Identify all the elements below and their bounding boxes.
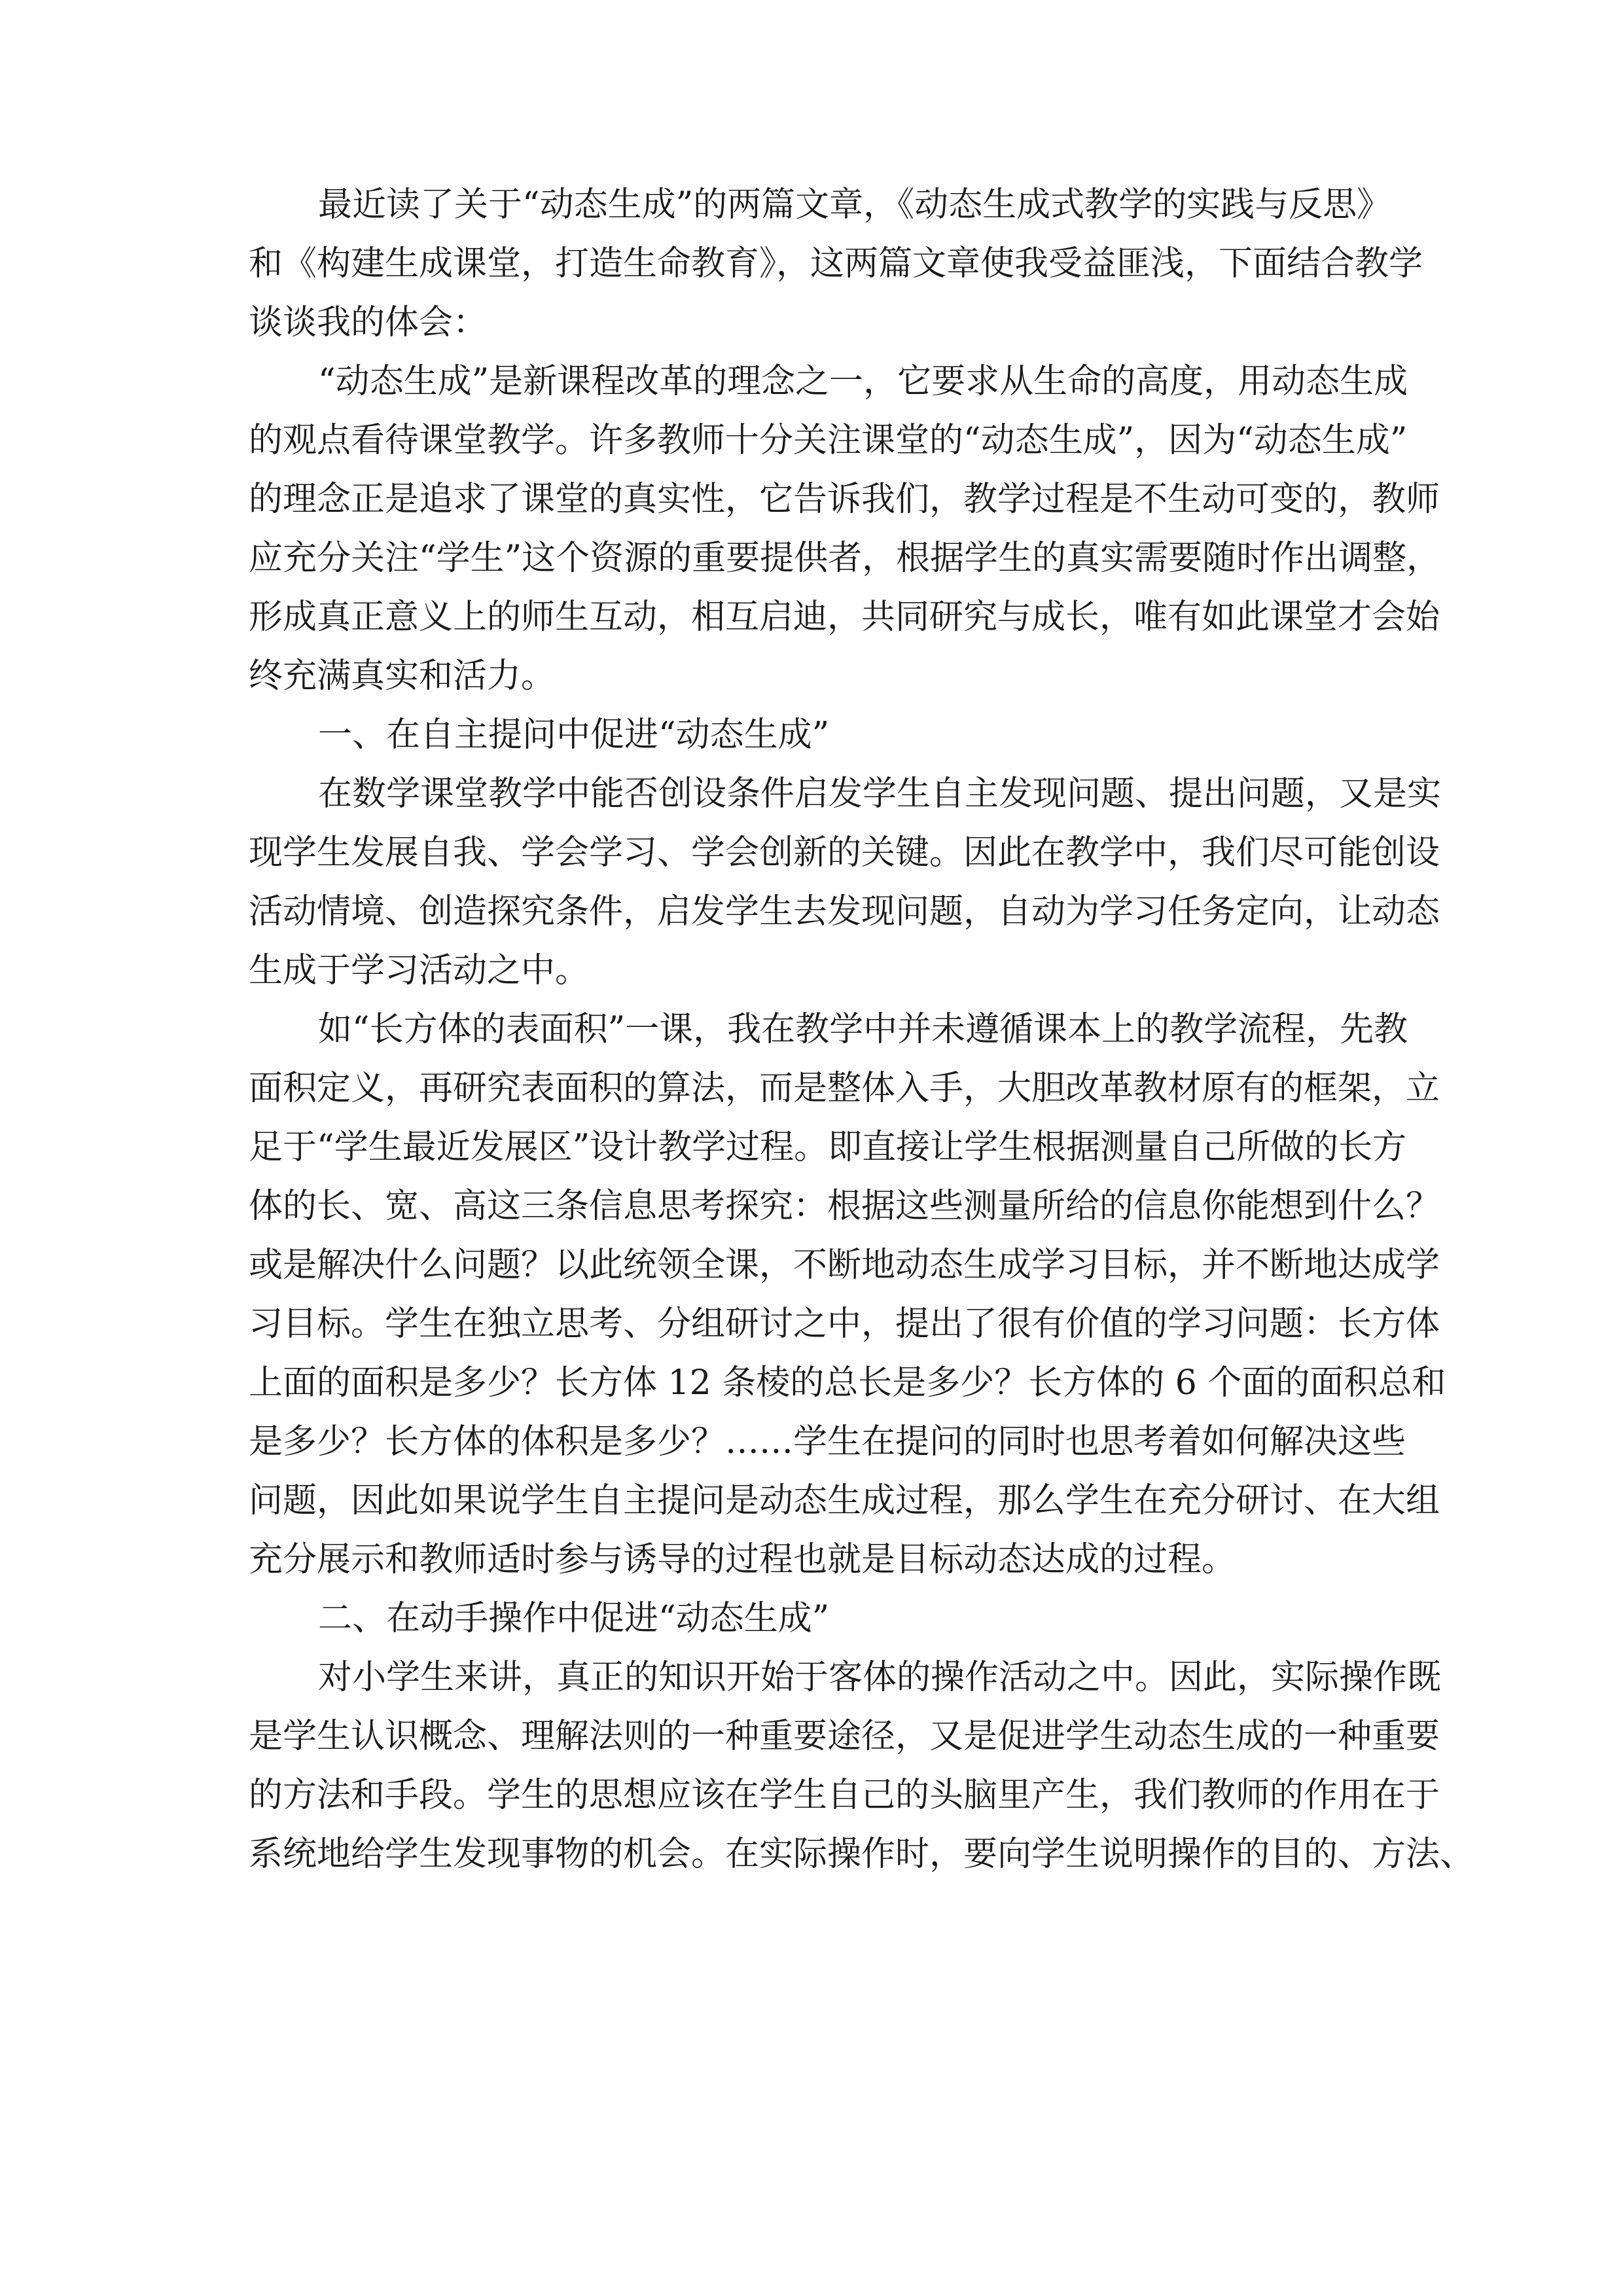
section-heading-1: 一、在自主提问中促进“动态生成”: [318, 715, 830, 755]
section-heading-2: 二、在动手操作中促进“动态生成”: [318, 1599, 830, 1638]
paragraph-1-line-2: 和《构建生成课堂，打造生命教育》，这两篇文章使我受益匪浅，下面结合教学: [249, 244, 1423, 283]
paragraph-2-line-3: 的理念正是追求了课堂的真实性，它告诉我们，教学过程是不生动可变的，教师: [249, 480, 1440, 519]
paragraph-4-line-7: 上面的面积是多少？长方体 12 条棱的总长是多少？长方体的 6 个面的面积总和: [249, 1363, 1446, 1403]
paragraph-5-line-2: 是学生认识概念、理解法则的一种重要途径，又是促进学生动态生成的一种重要: [249, 1717, 1440, 1756]
paragraph-2-line-6: 终充满真实和活力。: [249, 656, 556, 696]
paragraph-4-line-5: 或是解决什么问题？以此统领全课，不断地动态生成学习目标，并不断地达成学: [249, 1246, 1440, 1285]
paragraph-3-line-4: 生成于学习活动之中。: [249, 951, 590, 990]
paragraph-4-line-9: 问题，因此如果说学生自主提问是动态生成过程，那么学生在充分研讨、在大组: [249, 1481, 1440, 1520]
paragraph-4-line-1: 如“长方体的表面积”一课，我在教学中并未遵循课本上的教学流程，先教: [318, 1010, 1408, 1049]
paragraph-3-line-3: 活动情境、创造探究条件，启发学生去发现问题，自动为学习任务定向，让动态: [249, 892, 1440, 931]
paragraph-1-line-3: 谈谈我的体会：: [249, 303, 488, 342]
paragraph-1-line-1: 最近读了关于“动态生成”的两篇文章，《动态生成式教学的实践与反思》: [318, 185, 1391, 224]
paragraph-3-line-2: 现学生发展自我、学会学习、学会创新的关键。因此在教学中，我们尽可能创设: [249, 833, 1440, 872]
paragraph-2-line-4: 应充分关注“学生”这个资源的重要提供者，根据学生的真实需要随时作出调整，: [249, 539, 1441, 578]
paragraph-4-line-4: 体的长、宽、高这三条信息思考探究：根据这些测量所给的信息你能想到什么？: [249, 1187, 1440, 1226]
paragraph-2-line-2: 的观点看待课堂教学。许多教师十分关注课堂的“动态生成”，因为“动态生成”: [249, 421, 1408, 460]
paragraph-4-line-3: 足于“学生最近发展区”设计教学过程。即直接让学生根据测量自己所做的长方: [249, 1128, 1407, 1167]
paragraph-2-line-5: 形成真正意义上的师生互动，相互启迪，共同研究与成长，唯有如此课堂才会始: [249, 598, 1440, 637]
paragraph-3-line-1: 在数学课堂教学中能否创设条件启发学生自主发现问题、提出问题，又是实: [318, 774, 1442, 814]
paragraph-4-line-6: 习目标。学生在独立思考、分组研讨之中，提出了很有价值的学习问题：长方体: [249, 1304, 1440, 1344]
document-body: [249, 175, 1474, 1884]
paragraph-5-line-3: 的方法和手段。学生的思想应该在学生自己的头脑里产生，我们教师的作用在于: [249, 1776, 1440, 1815]
paragraph-2-line-1: “动态生成”是新课程改革的理念之一，它要求从生命的高度，用动态生成: [318, 362, 1408, 401]
paragraph-5-line-4: 系统地给学生发现事物的机会。在实际操作时，要向学生说明操作的目的、方法、: [249, 1835, 1474, 1874]
paragraph-4-line-10: 充分展示和教师适时参与诱导的过程也就是目标动态达成的过程。: [249, 1540, 1236, 1579]
paragraph-5-line-1: 对小学生来讲，真正的知识开始于客体的操作活动之中。因此，实际操作既: [318, 1658, 1442, 1697]
paragraph-4-line-8: 是多少？长方体的体积是多少？……学生在提问的同时也思考着如何解决这些: [249, 1422, 1406, 1462]
paragraph-4-line-2: 面积定义，再研究表面积的算法，而是整体入手，大胆改革教材原有的框架，立: [249, 1069, 1440, 1108]
